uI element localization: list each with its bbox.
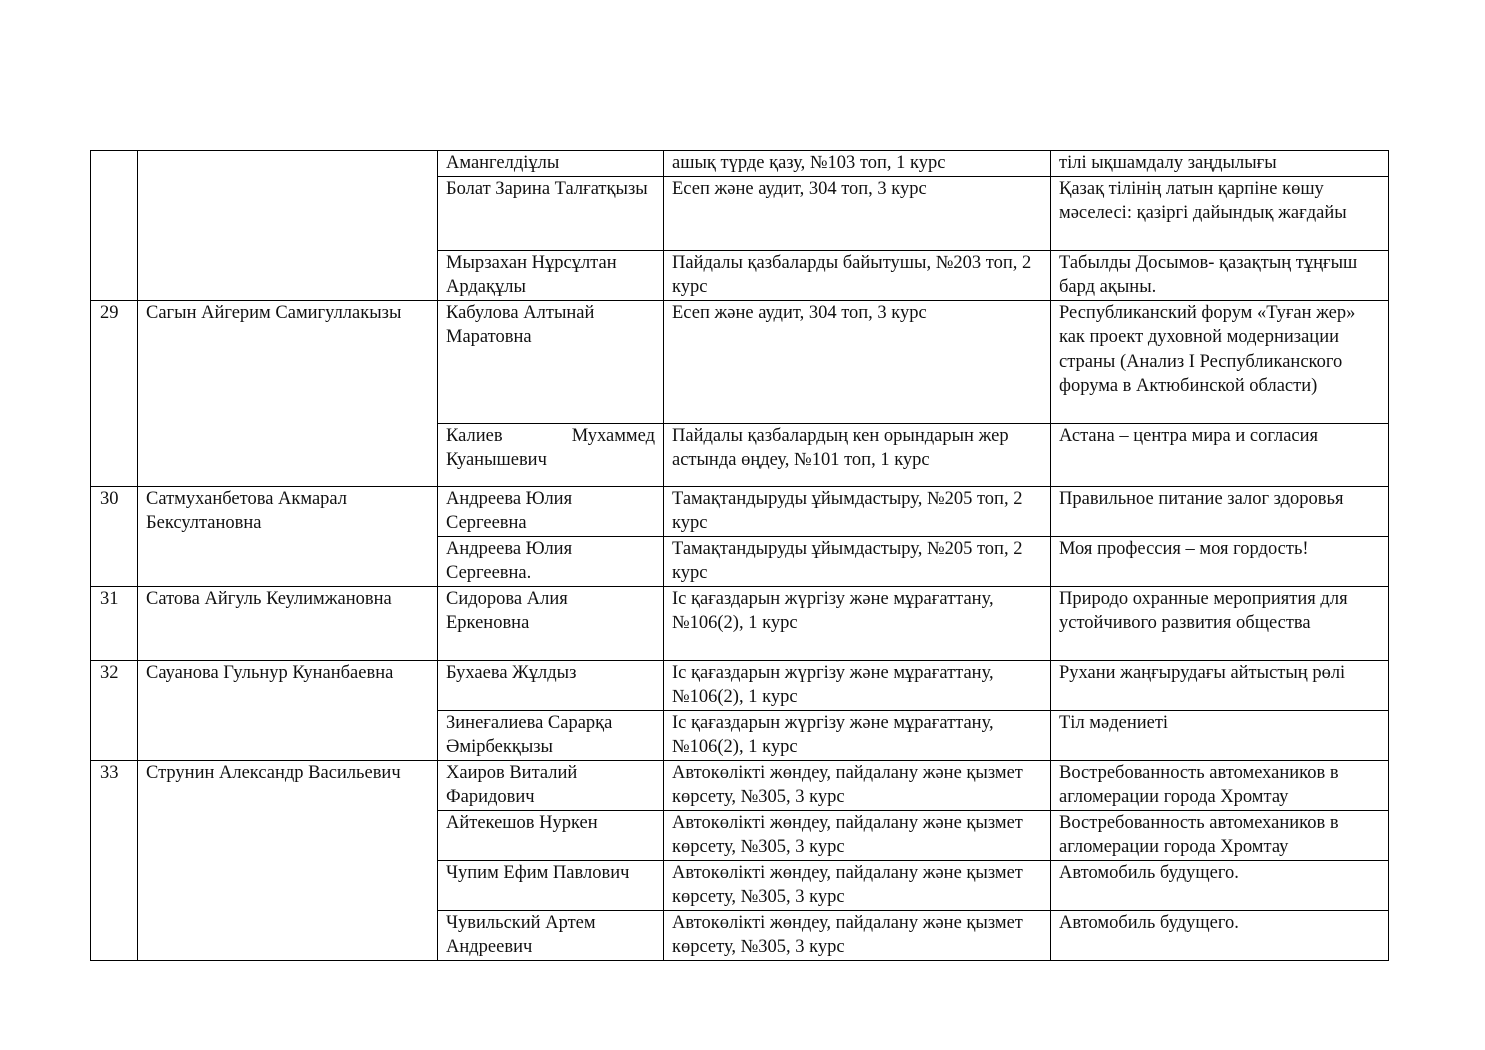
student-name: Амангелдіұлы: [438, 151, 664, 177]
table-row: [91, 151, 1389, 177]
student-name: Чувильский Артем Андреевич: [438, 910, 664, 960]
table-row: [91, 486, 1389, 536]
student-group: Тамақтандыруды ұйымдастыру, №205 топ, 2 курс: [664, 536, 1051, 586]
student-group: Автокөлікті жөндеу, пайдалану және қызмет көрсету, №305, 3 курс: [664, 910, 1051, 960]
student-name: Мырзахан Нұрсұлтан Ардақұлы: [438, 250, 664, 300]
student-group: Тамақтандыруды ұйымдастыру, №205 топ, 2 курс: [664, 486, 1051, 536]
row-number: 29: [91, 300, 138, 486]
student-name: Сидорова Алия Еркеновна: [438, 586, 664, 660]
student-group: ашық түрде қазу, №103 топ, 1 курс: [664, 151, 1051, 177]
row-number: 33: [91, 760, 138, 960]
row-number: 32: [91, 660, 138, 760]
report-topic: Қазақ тілінің латын қарпіне көшу мәселесі: қазіргі дайындық жағдайы: [1051, 176, 1389, 250]
report-topic: Моя профессия – моя гордость!: [1051, 536, 1389, 586]
table-row: [91, 760, 1389, 810]
student-group: Іс қағаздарын жүргізу және мұрағаттану, №106(2), 1 курс: [664, 586, 1051, 660]
report-topic: тілі ықшамдалу заңдылығы: [1051, 151, 1389, 177]
student-group: Пайдалы қазбалардың кен орындарын жер астында өңдеу, №101 топ, 1 курс: [664, 423, 1051, 486]
report-topic: Востребованность автомехаников в агломерации города Хромтау: [1051, 760, 1389, 810]
table-row: [91, 660, 1389, 710]
supervisor-name: Сатмуханбетова Акмарал Бексултановна: [138, 486, 438, 586]
report-topic: Востребованность автомехаников в агломерации города Хромтау: [1051, 810, 1389, 860]
report-topic: Автомобиль будущего.: [1051, 910, 1389, 960]
student-name: Калиев Мухаммед Куанышевич: [438, 423, 664, 486]
supervisor-name: [138, 151, 438, 301]
supervisor-name: Сауанова Гульнур Кунанбаевна: [138, 660, 438, 760]
supervisor-name: Сатова Айгуль Кеулимжановна: [138, 586, 438, 660]
report-topic: Тіл мәдениеті: [1051, 710, 1389, 760]
student-group: Іс қағаздарын жүргізу және мұрағаттану, №106(2), 1 курс: [664, 660, 1051, 710]
participants-table: [90, 150, 1389, 961]
table-row: [91, 586, 1389, 660]
report-topic: Табылды Досымов- қазақтың тұңғыш бард ақыны.: [1051, 250, 1389, 300]
student-name: Айтекешов Нуркен: [438, 810, 664, 860]
student-name: Андреева Юлия Сергеевна: [438, 486, 664, 536]
student-name: Болат Зарина Талғатқызы: [438, 176, 664, 250]
student-name: Бухаева Жұлдыз: [438, 660, 664, 710]
student-group: Пайдалы қазбаларды байытушы, №203 топ, 2 курс: [664, 250, 1051, 300]
row-number: [91, 151, 138, 301]
student-group: Автокөлікті жөндеу, пайдалану және қызмет көрсету, №305, 3 курс: [664, 810, 1051, 860]
student-group: Есеп және аудит, 304 топ, 3 курс: [664, 300, 1051, 423]
report-topic: Рухани жаңғырудағы айтыстың рөлі: [1051, 660, 1389, 710]
student-group: Есеп және аудит, 304 топ, 3 курс: [664, 176, 1051, 250]
student-name: Зинеғалиева Сарарқа Әмірбекқызы: [438, 710, 664, 760]
table-row: [91, 300, 1389, 423]
report-topic: Правильное питание залог здоровья: [1051, 486, 1389, 536]
report-topic: Природо охранные мероприятия для устойчивого развития общества: [1051, 586, 1389, 660]
student-name: Хаиров Виталий Фаридович: [438, 760, 664, 810]
report-topic: Астана – центра мира и согласия: [1051, 423, 1389, 486]
row-number: 31: [91, 586, 138, 660]
student-group: Автокөлікті жөндеу, пайдалану және қызмет көрсету, №305, 3 курс: [664, 860, 1051, 910]
student-group: Автокөлікті жөндеу, пайдалану және қызмет көрсету, №305, 3 курс: [664, 760, 1051, 810]
student-group: Іс қағаздарын жүргізу және мұрағаттану, №106(2), 1 курс: [664, 710, 1051, 760]
student-name: Кабулова Алтынай Маратовна: [438, 300, 664, 423]
supervisor-name: Струнин Александр Васильевич: [138, 760, 438, 960]
row-number: 30: [91, 486, 138, 586]
report-topic: Автомобиль будущего.: [1051, 860, 1389, 910]
student-name: Андреева Юлия Сергеевна.: [438, 536, 664, 586]
report-topic: Республиканский форум «Туған жер» как проект духовной модернизации страны (Анализ I Республиканского форума в Актюбинской области): [1051, 300, 1389, 423]
student-name: Чупим Ефим Павлович: [438, 860, 664, 910]
supervisor-name: Сагын Айгерим Самигуллакызы: [138, 300, 438, 486]
